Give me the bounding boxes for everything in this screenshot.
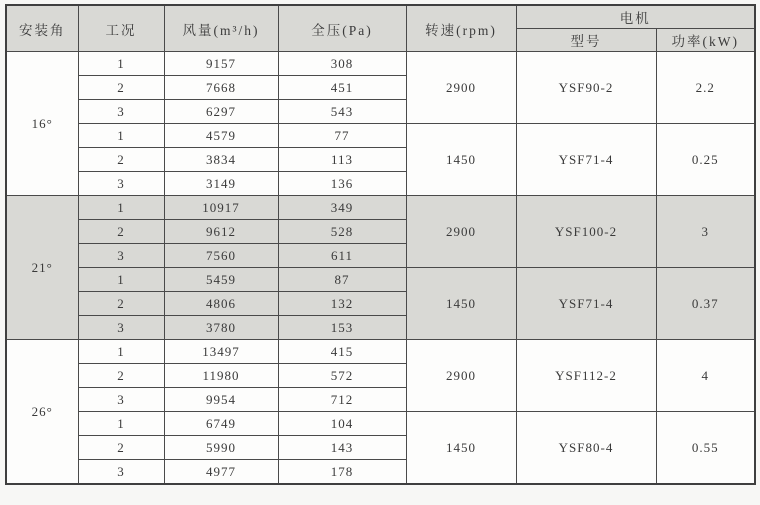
col-header-pressure: 全压(Pa) (278, 5, 406, 52)
pressure-cell: 415 (278, 340, 406, 364)
condition-cell: 2 (78, 364, 164, 388)
pressure-cell: 132 (278, 292, 406, 316)
flow-cell: 3834 (164, 148, 278, 172)
pressure-cell: 136 (278, 172, 406, 196)
table-row (6, 340, 755, 364)
model-cell: YSF71-4 (516, 124, 656, 196)
col-header-power: 功率(kW) (656, 29, 755, 52)
flow-cell: 5990 (164, 436, 278, 460)
col-header-angle: 安装角 (6, 5, 78, 52)
pressure-cell: 572 (278, 364, 406, 388)
col-header-motor: 电机 (516, 5, 755, 29)
power-cell: 0.55 (656, 412, 755, 485)
condition-cell: 1 (78, 124, 164, 148)
condition-cell: 1 (78, 412, 164, 436)
pressure-cell: 104 (278, 412, 406, 436)
model-cell: YSF71-4 (516, 268, 656, 340)
speed-cell: 1450 (406, 412, 516, 485)
pressure-cell: 87 (278, 268, 406, 292)
power-cell: 0.37 (656, 268, 755, 340)
condition-cell: 2 (78, 148, 164, 172)
model-cell: YSF90-2 (516, 52, 656, 124)
model-cell: YSF100-2 (516, 196, 656, 268)
condition-cell: 2 (78, 220, 164, 244)
power-cell: 0.25 (656, 124, 755, 196)
speed-cell: 2900 (406, 340, 516, 412)
condition-cell: 1 (78, 52, 164, 76)
angle-cell: 21° (6, 196, 78, 340)
pressure-cell: 178 (278, 460, 406, 485)
flow-cell: 9157 (164, 52, 278, 76)
fan-spec-table (5, 4, 756, 485)
flow-cell: 9954 (164, 388, 278, 412)
pressure-cell: 611 (278, 244, 406, 268)
angle-cell: 16° (6, 52, 78, 196)
pressure-cell: 77 (278, 124, 406, 148)
table-header (6, 5, 755, 52)
flow-cell: 4579 (164, 124, 278, 148)
table-row (6, 52, 755, 76)
table-row (6, 124, 755, 148)
pressure-cell: 143 (278, 436, 406, 460)
power-cell: 3 (656, 196, 755, 268)
power-cell: 2.2 (656, 52, 755, 124)
model-cell: YSF112-2 (516, 340, 656, 412)
model-cell: YSF80-4 (516, 412, 656, 485)
flow-cell: 9612 (164, 220, 278, 244)
table-row (6, 268, 755, 292)
pressure-cell: 113 (278, 148, 406, 172)
table-row (6, 196, 755, 220)
flow-cell: 6297 (164, 100, 278, 124)
table-row (6, 412, 755, 436)
header-row-1 (6, 5, 755, 29)
angle-cell: 26° (6, 340, 78, 485)
flow-cell: 4977 (164, 460, 278, 485)
condition-cell: 3 (78, 388, 164, 412)
condition-cell: 3 (78, 316, 164, 340)
speed-cell: 2900 (406, 52, 516, 124)
speed-cell: 1450 (406, 268, 516, 340)
flow-cell: 13497 (164, 340, 278, 364)
condition-cell: 3 (78, 172, 164, 196)
condition-cell: 2 (78, 436, 164, 460)
flow-cell: 5459 (164, 268, 278, 292)
condition-cell: 1 (78, 196, 164, 220)
flow-cell: 3149 (164, 172, 278, 196)
col-header-flow: 风量(m³/h) (164, 5, 278, 52)
condition-cell: 3 (78, 244, 164, 268)
condition-cell: 1 (78, 268, 164, 292)
flow-cell: 3780 (164, 316, 278, 340)
pressure-cell: 308 (278, 52, 406, 76)
flow-cell: 10917 (164, 196, 278, 220)
speed-cell: 2900 (406, 196, 516, 268)
power-cell: 4 (656, 340, 755, 412)
flow-cell: 6749 (164, 412, 278, 436)
col-header-speed: 转速(rpm) (406, 5, 516, 52)
pressure-cell: 543 (278, 100, 406, 124)
flow-cell: 7668 (164, 76, 278, 100)
condition-cell: 2 (78, 76, 164, 100)
pressure-cell: 712 (278, 388, 406, 412)
pressure-cell: 349 (278, 196, 406, 220)
table-body (6, 52, 755, 485)
flow-cell: 4806 (164, 292, 278, 316)
condition-cell: 3 (78, 100, 164, 124)
flow-cell: 7560 (164, 244, 278, 268)
condition-cell: 3 (78, 460, 164, 485)
col-header-condition: 工况 (78, 5, 164, 52)
condition-cell: 1 (78, 340, 164, 364)
pressure-cell: 451 (278, 76, 406, 100)
pressure-cell: 153 (278, 316, 406, 340)
speed-cell: 1450 (406, 124, 516, 196)
condition-cell: 2 (78, 292, 164, 316)
col-header-model: 型号 (516, 29, 656, 52)
pressure-cell: 528 (278, 220, 406, 244)
flow-cell: 11980 (164, 364, 278, 388)
